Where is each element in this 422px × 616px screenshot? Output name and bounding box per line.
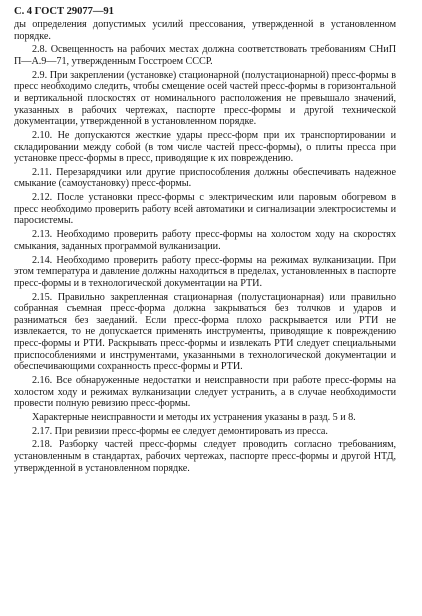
paragraph-2-10: 2.10. Не допускаются жесткие удары пресс-форм при их транспортировании и складировании между собой (в том числе частей пресс-формы), о плиты пресса при установке пресс-формы в пресс, приводящие к их повреждению. bbox=[14, 129, 396, 165]
standard-designation: ГОСТ 29077—91 bbox=[34, 6, 114, 17]
paragraph-2-15: 2.15. Правильно закрепленная стационарная (полустационарная) или правильно собранная съемная пресс-форма должна закрываться без толчков и ударов и разниматься без заеданий. Если пресс-форма плохо раскрывается или РТИ не извлекается, то не допускается применять инструменты, приводящие к повреждению пресс-формы и РТИ. Раскрывать пресс-формы и извлекать РТИ следует специальными приспособлениями и инструментами, указанными в технологической документации и обеспечивающими сохранность пресс-формы и РТИ. bbox=[14, 291, 396, 373]
paragraph-2-12: 2.12. После установки пресс-формы с электрическим или паровым обогревом в пресс необходимо проверить работу всей автоматики и сигнализации электросистемы и паросистемы. bbox=[14, 192, 396, 227]
paragraph-2-11: 2.11. Перезарядчики или другие приспособления должны обеспечивать надежное смыкание (самоустановку) пресс-формы. bbox=[14, 166, 396, 190]
paragraph-2-8: 2.8. Освещенность на рабочих местах должна соответствовать требованиям СНиП П—А.9—71, утвержденным Госстроем СССР. bbox=[14, 44, 396, 67]
paragraph-2-14: 2.14. Необходимо проверить работу пресс-формы на режимах вулканизации. При этом температура и давление должны находиться в пределах, установленных в паспорте пресс-формы и в технологической документации на РТИ. bbox=[14, 254, 396, 289]
paragraph-2-13: 2.13. Необходимо проверить работу пресс-формы на холостом ходу на скоростях смыкания, заданных программой вулканизации. bbox=[14, 229, 396, 252]
paragraph-2-18: 2.18. Разборку частей пресс-формы следует проводить согласно требованиям, установленным в стандартах, рабочих чертежах, паспорте пресс-формы и другой НТД, утвержденной в установленном порядке. bbox=[14, 439, 396, 474]
paragraph-2-17: 2.17. При ревизии пресс-формы ее следует демонтировать из пресса. bbox=[32, 425, 328, 437]
paragraph-2-9: 2.9. При закреплении (установке) стационарной (полустационарной) пресс-формы в пресс необходимо следить, чтобы смещение осей частей пресс-формы в горизонтальной и вертикальной плоскостях от номинального расположения не превышало значений, указанных в рабочих чертежах, паспорте пресс-формы и другой технической документации, утвержденной в установленном порядке. bbox=[14, 69, 396, 128]
page-number: С. 4 bbox=[14, 6, 33, 17]
paragraph-continuation: ды определения допустимых усилий прессования, утвержденной в установленном порядке. bbox=[14, 19, 396, 42]
paragraph-2-16: 2.16. Все обнаруженные недостатки и неисправности при работе пресс-формы на холостом ходу и режимах вулканизации следует устранить, а в случае необходимости провести полную ревизию пресс-формы. bbox=[14, 374, 396, 410]
page-header bbox=[14, 6, 396, 18]
paragraph-note: Характерные неисправности и методы их устранения указаны в разд. 5 и 8. bbox=[32, 411, 356, 423]
